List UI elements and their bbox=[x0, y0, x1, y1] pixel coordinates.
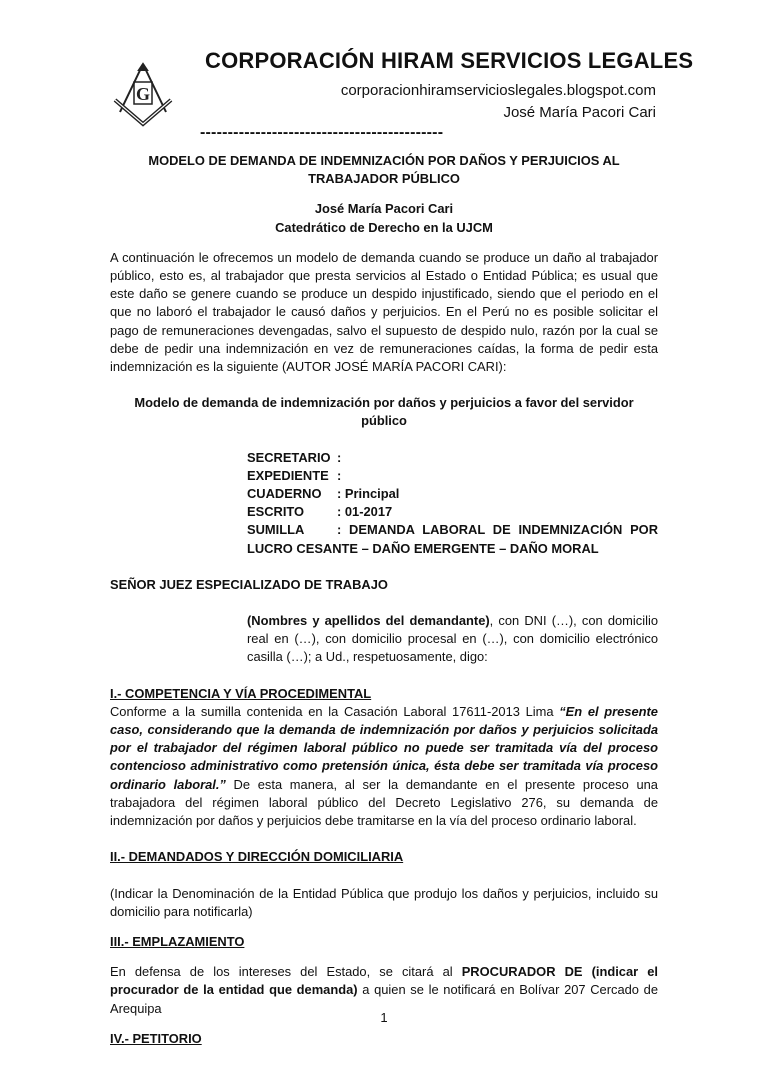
header-rule: -------------------------------------------- bbox=[200, 124, 444, 141]
field-key: ESCRITO bbox=[247, 504, 305, 520]
section-2-text: (Indicar la Denominación de la Entidad Pública que produjo los daños y perjuicios, incluido su domicilio para notificarla) bbox=[110, 885, 658, 919]
document-title: MODELO DE DEMANDA DE INDEMNIZACIÓN POR DAÑOS Y PERJUICIOS AL TRABAJADOR PÚBLICO bbox=[148, 153, 620, 187]
section-3-procurador: PROCURADOR DE (indicar el procurador de la entidad que demanda) bbox=[110, 964, 658, 998]
plaintiff-placeholder: (Nombres y apellidos del demandante) bbox=[247, 613, 490, 629]
section-4-heading: IV.- PETITORIO bbox=[110, 1030, 202, 1046]
model-title: Modelo de demanda de indemnización por daños y perjuicios a favor del servidor público bbox=[134, 395, 634, 429]
header-title: CORPORACIÓN HIRAM SERVICIOS LEGALES bbox=[205, 48, 694, 73]
field-row bbox=[247, 485, 658, 503]
section-1-text-b: De esta manera, al ser la demandante en el presente proceso una trabajadora del régimen laboral público del Decreto Legislativo 276, su demanda de indemnización por daños y perjuicios debe tramitarse en la vía del proceso ordinario laboral. bbox=[110, 776, 658, 829]
intro-paragraph: A continuación le ofrecemos un modelo de demanda cuando se produce un daño al trabajador público, esto es, al trabajador que presta servicios al Estado o Entidad Pública; es usual que este daño se genere cuando se produce un despido injustificado, siendo que el periodo en el que no laboró el trabajador le causó daños y perjuicios. En el Perú no es posible solicitar el pago de remuneraciones devengadas, salvo el supuesto de despido nulo, razón por la cual se debe de pedir una indemnización en vez de remuneraciones caídas, la forma de pedir esta indemnización es la siguiente (AUTOR JOSÉ MARÍA PACORI CARI): bbox=[110, 249, 658, 375]
document-body bbox=[110, 152, 658, 1048]
section-1-paragraph bbox=[110, 703, 658, 830]
field-row bbox=[247, 503, 658, 521]
author-role: Catedrático de Derecho en la UJCM bbox=[275, 219, 493, 235]
field-key: SECRETARIO bbox=[247, 449, 331, 465]
page-number: 1 bbox=[380, 1010, 388, 1025]
svg-text:G: G bbox=[135, 84, 151, 104]
section-1-text-a: Conforme a la sumilla contenida en la Casación Laboral 17611-2013 Lima bbox=[110, 703, 560, 719]
field-key: CUADERNO bbox=[247, 486, 322, 502]
address-to: SEÑOR JUEZ ESPECIALIZADO DE TRABAJO bbox=[110, 576, 388, 592]
header-author: José María Pacori Cari bbox=[503, 104, 656, 121]
section-1-quote: “En el presente caso, considerando que la demanda de indemnización por daños y perjuicios solicitada por el trabajador del régimen laboral público no puede ser tramitada vía del proceso contencioso administrativo como pretensión única, ésta debe ser tramitada vía proceso ordinario laboral.” bbox=[110, 703, 658, 792]
plaintiff-text: , con DNI (…), con domicilio real en (…), con domicilio procesal en (…), con domicilio electrónico casilla (…); a Ud., respetuosamente, digo: bbox=[247, 613, 658, 665]
field-value: : Principal bbox=[337, 486, 400, 502]
field-row bbox=[247, 467, 658, 485]
section-2-heading: II.- DEMANDADOS Y DIRECCIÓN DOMICILIARIA bbox=[110, 849, 404, 865]
header-blog-url: corporacionhiramservicioslegales.blogspot.com bbox=[340, 82, 656, 99]
section-1-heading: I.- COMPETENCIA Y VÍA PROCEDIMENTAL bbox=[110, 685, 372, 701]
author-name: José María Pacori Cari bbox=[314, 201, 454, 217]
field-value: : bbox=[337, 449, 342, 465]
field-row bbox=[247, 449, 658, 467]
square-compass-g-logo-icon bbox=[112, 60, 174, 132]
section-3-heading: III.- EMPLAZAMIENTO bbox=[110, 933, 245, 949]
field-key: EXPEDIENTE bbox=[247, 467, 329, 483]
sumilla-value: : DEMANDA LABORAL DE INDEMNIZACIÓN POR LUCRO CESANTE – DAÑO EMERGENTE – DAÑO MORAL bbox=[247, 522, 658, 556]
sumilla-key: SUMILLA bbox=[247, 522, 305, 538]
field-value: : 01-2017 bbox=[337, 504, 393, 520]
field-value: : bbox=[337, 467, 342, 483]
section-3-text-b: a quien se le notificará en Bolívar 207 Cercado de Arequipa bbox=[110, 982, 658, 1016]
case-fields bbox=[247, 449, 658, 558]
section-3-text-a: En defensa de los intereses del Estado, se citará al bbox=[110, 964, 462, 980]
plaintiff-paragraph bbox=[247, 612, 658, 667]
sumilla bbox=[247, 521, 658, 557]
